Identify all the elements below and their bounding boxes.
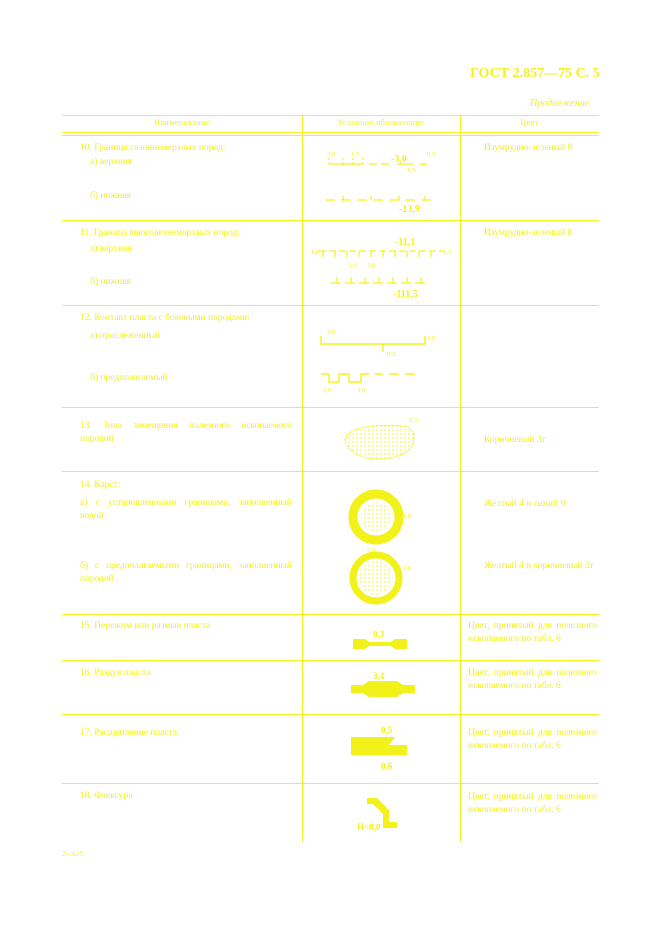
column-header-color: Цвет (520, 118, 539, 127)
label: 0,6 (381, 761, 393, 771)
label: 1,0 (311, 249, 320, 256)
label: -11,1 (395, 237, 416, 248)
label: 0,3 (427, 151, 436, 158)
label: 0,5 (381, 725, 393, 735)
column-header-symbol: Условное обозначение (337, 118, 425, 127)
continuation-label: Продолжение (530, 98, 590, 109)
row-12-name: 12. Контакт пласта с боковыми породами: (80, 313, 250, 323)
row-14-color-b: Желтый 4 и коричневый 3т (484, 561, 594, 571)
row-13-symbol (303, 408, 459, 470)
row-18-color: Цвет, принятый для полезного ископаемого по табл. 6 (468, 792, 597, 815)
label: 1,5 (443, 249, 452, 256)
row-14-name: 14. Карст: (80, 480, 121, 490)
row-14-sub-b: б) с предполагаемыми границами, заполненный породой (80, 561, 292, 584)
row-14-color-a: Желтый 4 и синий 9 (484, 499, 566, 509)
row-18-name: 18. Флексура (80, 791, 133, 801)
label: 3,0 (327, 151, 336, 158)
row-11-symbol (303, 221, 459, 305)
row-10-symbol (303, 136, 459, 220)
row-10-sub-a: а) верхняя (90, 157, 132, 167)
row-11-name: 11. Граница многолетнемерзлых пород: (80, 228, 240, 238)
label: 3,4 (373, 671, 385, 681)
row-16-name: 16. Раздув пласта (80, 668, 151, 678)
label: 5,0 (367, 547, 376, 554)
label: 2,0 (327, 329, 336, 336)
row-14-sub-a: а) с установленными границами, заполненный водой (80, 498, 292, 521)
label: 1,0 (403, 513, 412, 520)
row-10-name: 10. Граница сезонномерзлых пород: (80, 143, 226, 153)
label: 0,2 (387, 351, 396, 358)
page-title: ГОСТ 2.857—75 С. 5 (470, 66, 600, 81)
label: 0,3 (409, 417, 418, 424)
label: 1,0 (427, 335, 436, 342)
label: 2,0 (323, 387, 332, 394)
header-rule-1 (62, 132, 599, 133)
row-15-color: Цвет, принятый для полезного ископаемого по табл. 6 (468, 621, 597, 644)
row-15-symbol (303, 615, 459, 659)
row-13-name: 13. Зона замещения полезного ископаемого породой (80, 421, 292, 444)
row-12-sub-a: а) прослеженный (90, 331, 161, 341)
label: 1,5 (349, 262, 358, 269)
label: -13,9 (399, 204, 420, 215)
row-10-color: Изумрудно-зеленый 8 (484, 143, 573, 153)
footer-note: 2—625 (62, 850, 83, 858)
label: 3,0 (357, 387, 366, 394)
label: 1,0 (403, 565, 412, 572)
label: 1,5 (407, 167, 416, 174)
table-top-rule (62, 115, 599, 116)
row-12-symbol (303, 306, 459, 406)
row-11-sub-a: а) верхняя (90, 244, 132, 254)
label: 3,0 (367, 262, 376, 269)
label: -111,5 (393, 289, 418, 300)
row-12-sub-b: б) предполагаемый (90, 373, 168, 383)
row-11-sub-b: б) нижняя (90, 277, 131, 287)
row-11-color: Изумрудно-зеленый 8 (484, 228, 573, 238)
label: 0,3 (373, 629, 385, 639)
row-14-symbol (303, 472, 459, 614)
row-16-color: Цвет, принятый для полезного ископаемого по табл. 6 (468, 668, 597, 691)
row-10-sub-b: б) нижняя (90, 191, 131, 201)
row-13-color: Коричневый 3т (484, 435, 546, 445)
row-17-color: Цвет, принятый для полезного ископаемого по табл. 6 (468, 728, 597, 751)
row-18-symbol (303, 784, 459, 840)
row-17-symbol (303, 715, 459, 783)
label: H=8,0 (357, 822, 381, 832)
label: 1,5 (351, 151, 360, 158)
column-header-name: Наименование (154, 118, 210, 127)
row-17-name: 17. Расщепление пласта (80, 728, 178, 738)
column-divider (460, 115, 461, 842)
label: -3,0 (391, 154, 407, 165)
row-15-name: 15. Пережим или размыв пласта (80, 621, 211, 631)
row-16-symbol (303, 661, 459, 713)
